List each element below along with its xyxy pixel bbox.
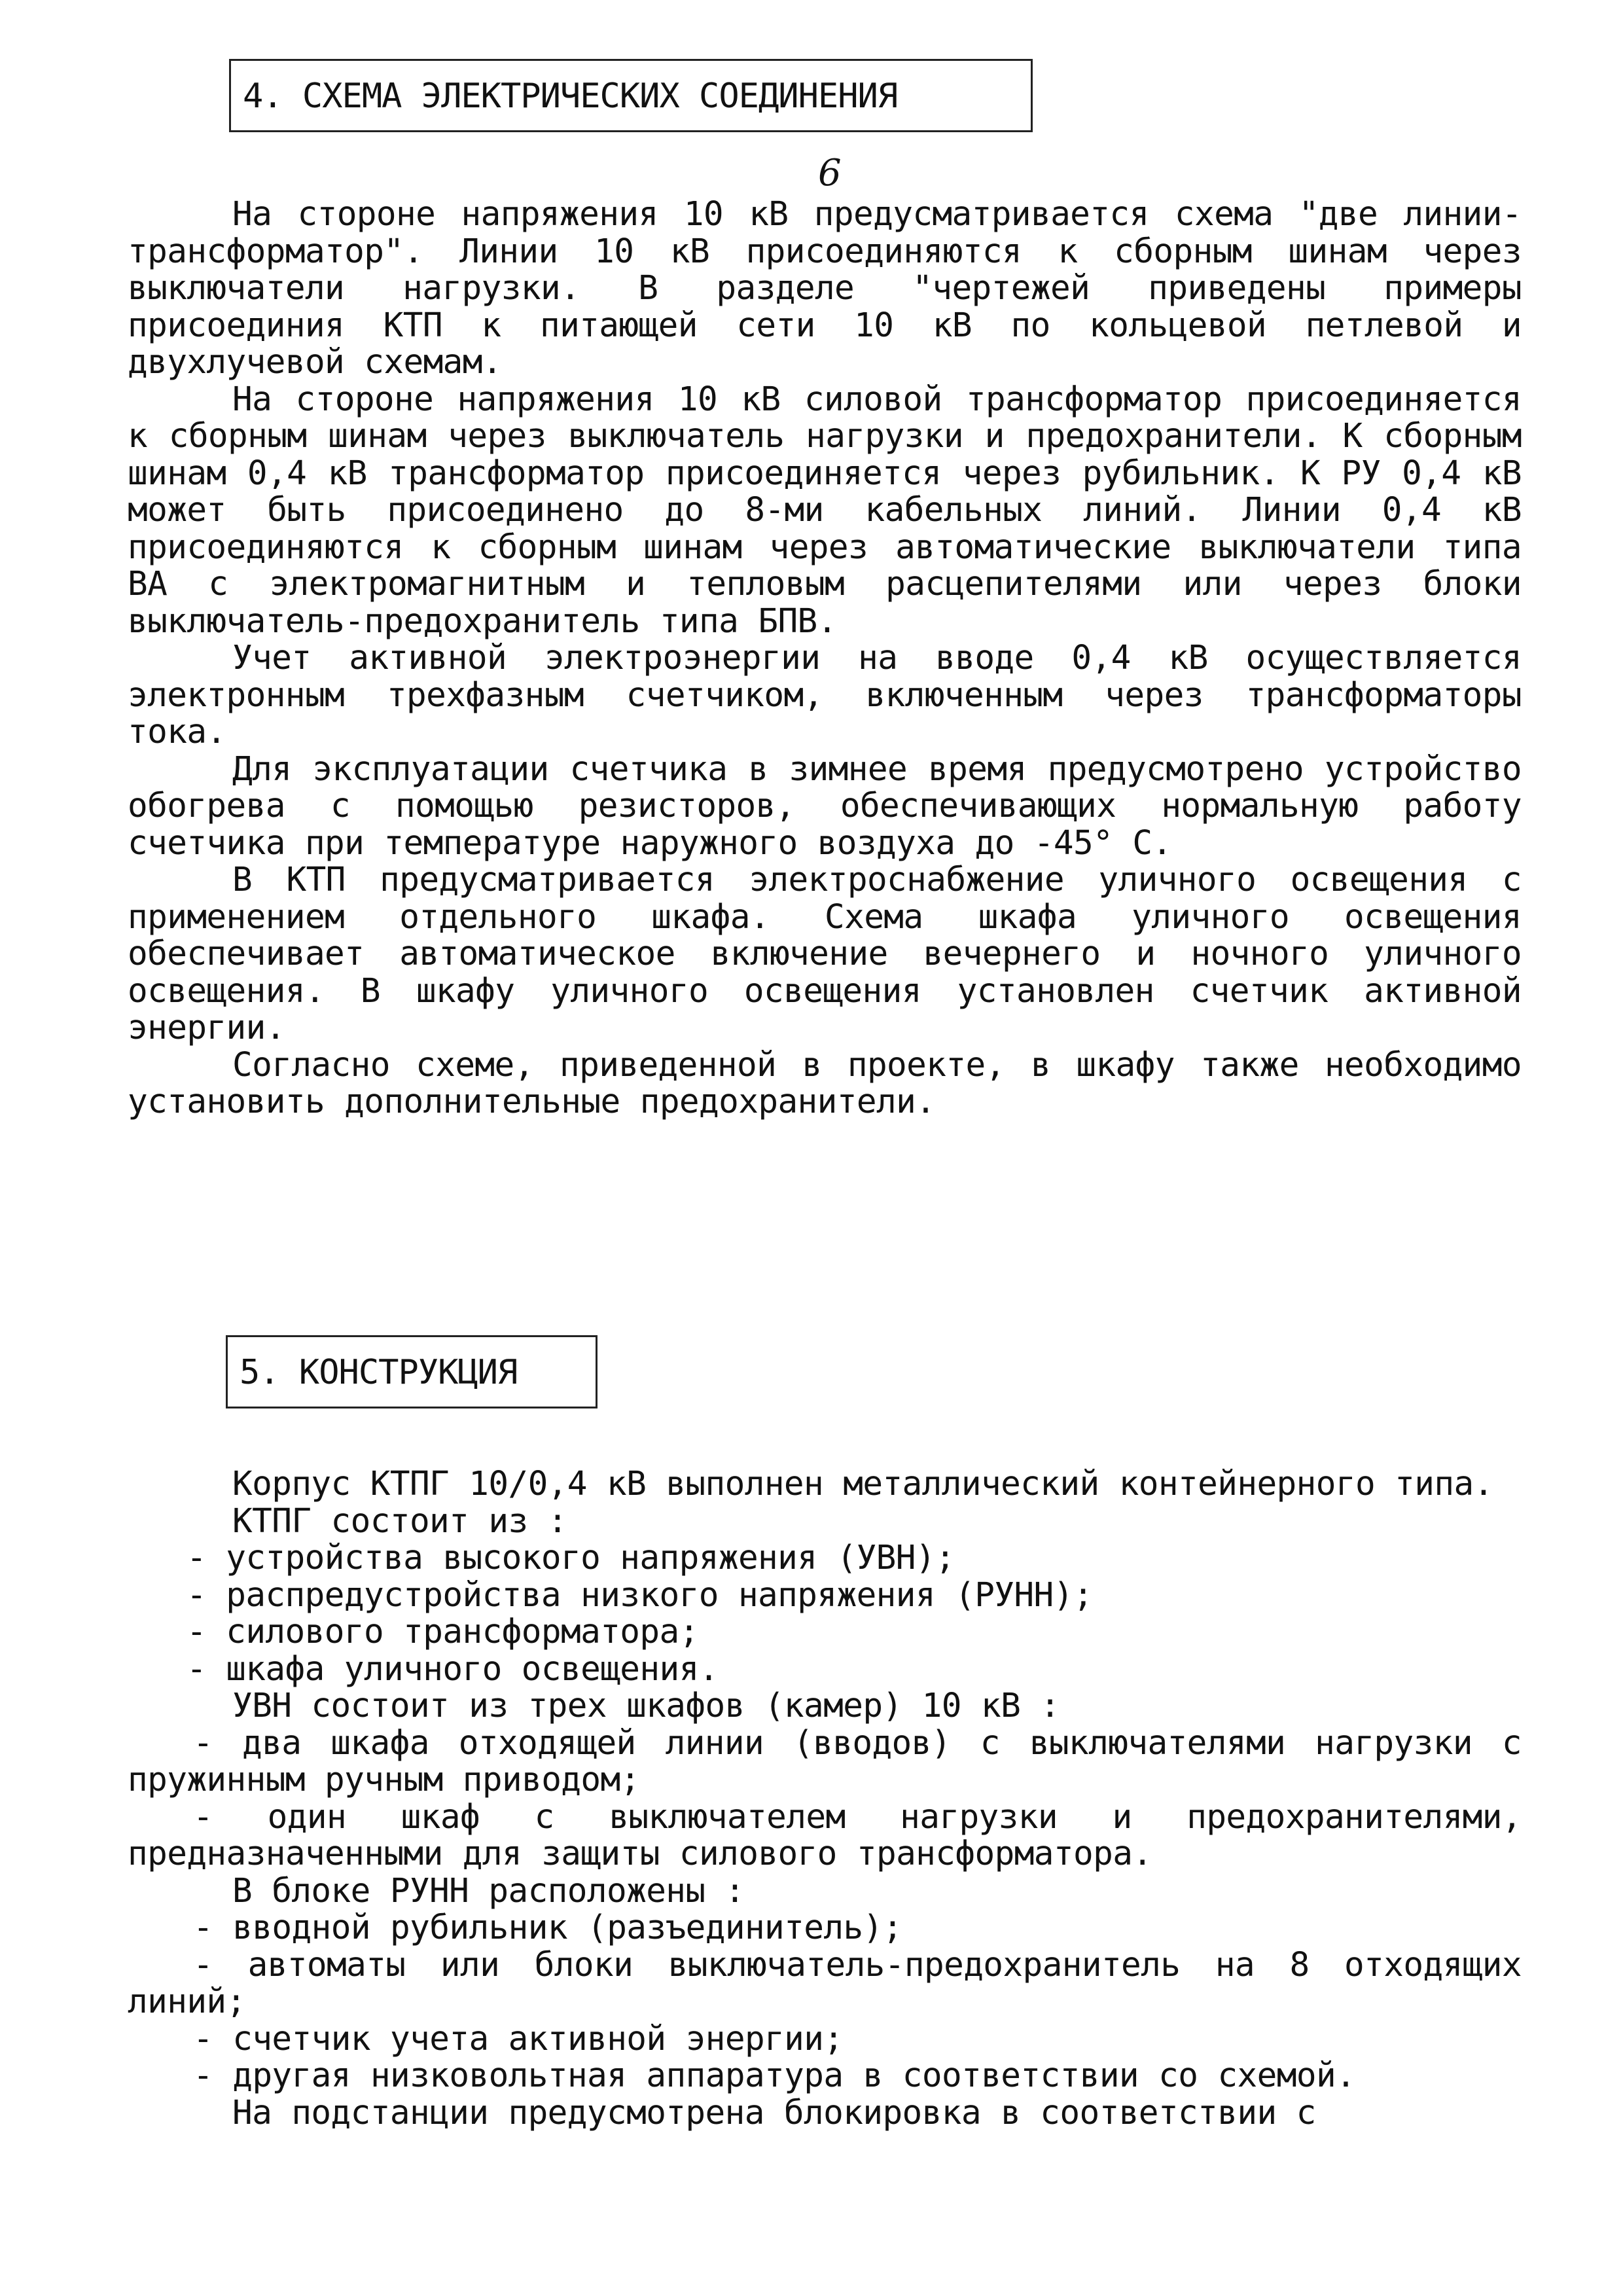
list-item: - один шкаф с выключателем нагрузки и предохранителями, предназначенными для защиты силового трансформатора. <box>128 1799 1522 1873</box>
list-item: - два шкафа отходящей линии (вводов) с выключателями нагрузки с пружинным ручным приводом; <box>128 1725 1522 1799</box>
runn-label: В блоке РУНН расположены : <box>232 1871 745 1910</box>
section-5-intro: Корпус КТПГ 10/0,4 кВ выполнен металлический контейнерного типа. <box>232 1465 1493 1503</box>
list-item: - шкафа уличного освещения. <box>128 1651 1522 1689</box>
page-number: 6 <box>818 152 842 194</box>
section-4-heading: 4. СХЕМА ЭЛЕКТРИЧЕСКИХ СОЕДИНЕНИЯ <box>229 59 1033 132</box>
closing-line: На подстанции предусмотрена блокировка в соответствии с <box>232 2093 1316 2132</box>
list-item: - силового трансформатора; <box>128 1614 1522 1651</box>
list-item: - счетчик учета активной энергии; <box>128 2021 1522 2058</box>
section-5-heading: 5. КОНСТРУКЦИЯ <box>226 1335 597 1408</box>
section-4-body <box>128 196 1522 1121</box>
uvn-label: УВН состоит из трех шкафов (камер) 10 кВ : <box>232 1687 1060 1725</box>
section-4-paragraph: На стороне напряжения 10 кВ силовой трансформатор присоединяется к сборным шинам через выключатель нагрузки и предохранители. К сборным шинам 0,4 кВ трансформатор присоединяется через рубильник. К РУ 0,4 кВ может быть присоединено до 8-ми кабельных линий. Линии 0,4 кВ присоединяются к сборным шинам через автоматические выключатели типа ВА с электромагнитным и тепловым расцепителями или через блоки выключатель-предохранитель типа БПВ. <box>128 380 1522 641</box>
composition-label: КТПГ состоит из : <box>232 1501 567 1541</box>
list-item: - другая низковольтная аппаратура в соответствии со схемой. <box>128 2058 1522 2095</box>
list-item: - устройства высокого напряжения (УВН); <box>128 1540 1522 1577</box>
section-4-paragraph: Согласно схеме, приведенной в проекте, в шкафу также необходимо установить дополнительные предохранители. <box>128 1045 1522 1121</box>
list-item: - вводной рубильник (разъединитель); <box>128 1910 1522 1947</box>
section-4-paragraph: На стороне напряжения 10 кВ предусматривается схема "две линии-трансформатор". Линии 10 кВ присоединяются к сборным шинам через выключатели нагрузки. В разделе "чертежей приведены примеры присоединия КТП к питающей сети 10 кВ по кольцевой петлевой и двухлучевой схемам. <box>128 195 1522 382</box>
section-4-paragraph: В КТП предусматривается электроснабжение уличного освещения с применением отдельного шкафа. Схема шкафа уличного освещения обеспечивает автоматическое включение вечернего и ночного уличного освещения. В шкафу уличного освещения установлен счетчик активной энергии. <box>128 861 1522 1047</box>
section-4-paragraph: Для эксплуатации счетчика в зимнее время предусмотрено устройство обогрева с помощью резисторов, обеспечивающих нормальную работу счетчика при температуре наружного воздуха до -45° С. <box>128 749 1522 863</box>
list-item: - распредустройства низкого напряжения (РУНН); <box>128 1577 1522 1615</box>
section-5-body <box>128 1466 1522 2132</box>
list-item: - автоматы или блоки выключатель-предохранитель на 8 отходящих линий; <box>128 1947 1522 2021</box>
section-4-paragraph: Учет активной электроэнергии на вводе 0,4 кВ осуществляется электронным трехфазным счетчиком, включенным через трансформаторы тока. <box>128 639 1522 751</box>
